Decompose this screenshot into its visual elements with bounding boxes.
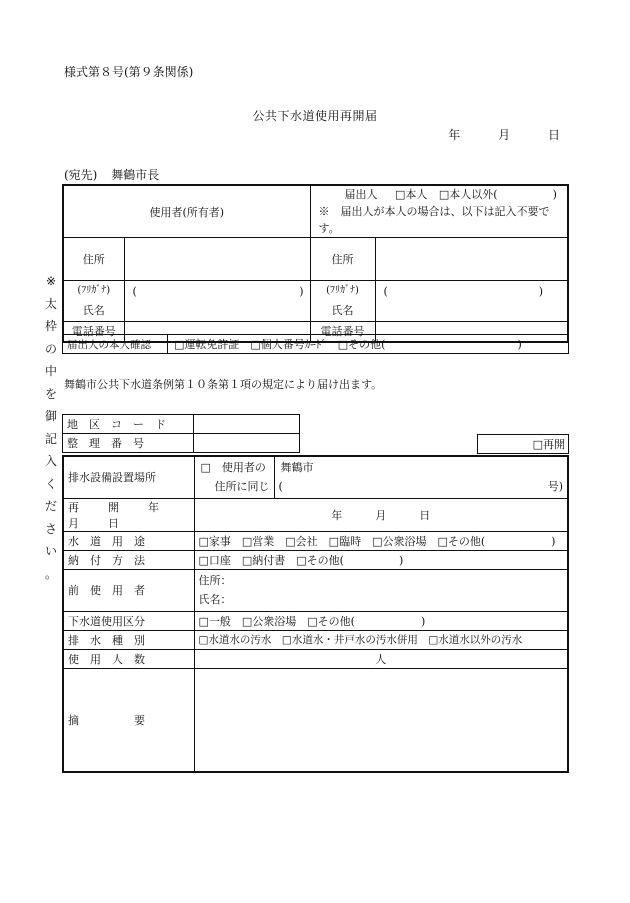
same-as-user-checkbox[interactable] [194, 456, 274, 498]
notifier-other-checkbox[interactable]: □本人以外( ) [438, 188, 557, 201]
payment-label: 納 付 方 法 [63, 550, 194, 569]
previous-user-label: 前 使 用 者 [63, 569, 194, 611]
side-note-char: く [44, 476, 57, 491]
date-year: 年 [448, 128, 461, 142]
owner-address-label: 住所 [63, 238, 124, 281]
addressee [64, 166, 159, 183]
side-note-char: 御 [44, 409, 57, 423]
side-note [44, 270, 58, 585]
owner-name-label-cell [63, 281, 124, 322]
notifier-name-field[interactable] [375, 281, 568, 322]
owner-name-label: 氏名 [82, 304, 105, 317]
drainage-type-options[interactable]: □水道水の汚水 □水道水・井戸水の汚水併用 □水道水以外の汚水 [194, 630, 568, 649]
notifier-phone-label: 電話番号 [310, 322, 375, 342]
notifier-address-label: 住所 [310, 238, 375, 281]
addressee-label: (宛先) [64, 168, 98, 182]
payment-options[interactable]: □口座 □納付書 □その他( ) [194, 550, 568, 569]
form-number: 様式第８号(第９条関係) [64, 65, 194, 79]
sewer-category-options[interactable]: □一般 □公衆浴場 □その他( ) [194, 611, 568, 630]
owner-furigana-label: (ﾌﾘｶﾞﾅ) [77, 285, 111, 296]
side-note-char: ※ [45, 274, 57, 288]
notifier-name-label-cell [310, 281, 375, 322]
drainage-location-field[interactable] [274, 456, 568, 498]
applicant-table [62, 184, 569, 343]
identity-check-label: 届出人の本人確認 [63, 335, 168, 354]
reopen-date-field[interactable]: 年 月 日 [194, 498, 568, 531]
date-day: 日 [547, 128, 560, 142]
submission-date[interactable] [414, 126, 560, 143]
side-note-char: 太 [44, 296, 57, 311]
district-code-field[interactable] [194, 415, 300, 434]
regulation-text: 舞鶴市公共下水道条例第１０条第１項の規定により届け出ます。 [64, 378, 383, 391]
remarks-label: 摘 要 [63, 668, 194, 772]
district-code-label: 地 区 コ ー ド [63, 415, 194, 434]
previous-user-name: 氏名： [198, 593, 232, 606]
side-note-char: の [44, 341, 57, 356]
owner-phone-label: 電話番号 [63, 322, 124, 342]
side-note-char: を [44, 386, 57, 401]
sewer-category-label: 下水道使用区分 [63, 611, 194, 630]
location-paren-open: ( [278, 480, 283, 494]
owner-kana-open: ( [132, 285, 137, 298]
side-note-char: 記 [44, 431, 57, 446]
notifier-address-field[interactable] [375, 238, 568, 281]
identity-check-table [62, 334, 569, 354]
side-note-char: 入 [44, 454, 57, 468]
same-as-user-line1: □ 使用者の [200, 461, 266, 475]
owner-address-field[interactable] [124, 238, 310, 281]
office-use-table [62, 414, 300, 453]
location-go-suffix: 号) [547, 480, 563, 494]
identity-check-options[interactable]: □運転免許証 □個人番号ｶｰﾄﾞ □その他( ) [168, 335, 569, 354]
remarks-field[interactable] [194, 668, 568, 772]
notifier-note: ※ 届出人が本人の場合は、以下は記入不要です。 [318, 205, 550, 235]
notifier-furigana-label: (ﾌﾘｶﾞﾅ) [326, 285, 359, 296]
notifier-kana-open: ( [383, 285, 388, 298]
user-count-label: 使 用 人 数 [63, 649, 194, 668]
drainage-type-label: 排 水 種 別 [63, 630, 194, 649]
owner-header: 使用者(所有者) [63, 185, 310, 238]
notifier-cell [310, 185, 568, 238]
water-use-options[interactable]: □家事 □営業 □会社 □臨時 □公衆浴場 □その他( ) [194, 531, 568, 550]
form-title: 公共下水道使用再開届 [252, 109, 378, 123]
reopen-date-label: 再 開 年 月 日 [63, 498, 194, 531]
side-note-char: 中 [44, 364, 57, 378]
reopen-checkbox[interactable]: □再開 [478, 435, 569, 454]
side-note-char: い [44, 544, 57, 558]
addressee-value: 舞鶴市長 [111, 168, 160, 182]
notifier-self-checkbox[interactable]: □本人 [395, 188, 428, 201]
notifier-label: 届出人 [344, 188, 378, 201]
user-count-field[interactable]: 人 [194, 649, 568, 668]
location-city: 舞鶴市 [280, 461, 314, 475]
owner-kana-close: ) [299, 285, 304, 298]
owner-name-field[interactable] [124, 281, 310, 322]
reference-number-field[interactable] [194, 434, 300, 453]
main-table [62, 455, 569, 773]
notifier-name-label: 氏名 [331, 304, 354, 317]
same-as-user-line2: 住所に同じ [214, 480, 270, 494]
side-note-char: 。 [44, 566, 57, 581]
side-note-char: さ [44, 521, 57, 536]
water-use-label: 水 道 用 途 [63, 531, 194, 550]
reopen-box [477, 434, 569, 454]
side-note-char: だ [44, 499, 57, 513]
drainage-location-label: 排水設備設置場所 [63, 456, 194, 498]
side-note-char: 枠 [44, 319, 57, 333]
previous-user-address: 住所： [198, 574, 232, 587]
notifier-kana-close: ) [538, 285, 543, 298]
date-month: 月 [498, 128, 511, 142]
previous-user-field[interactable] [194, 569, 568, 611]
reference-number-label: 整 理 番 号 [63, 434, 194, 453]
